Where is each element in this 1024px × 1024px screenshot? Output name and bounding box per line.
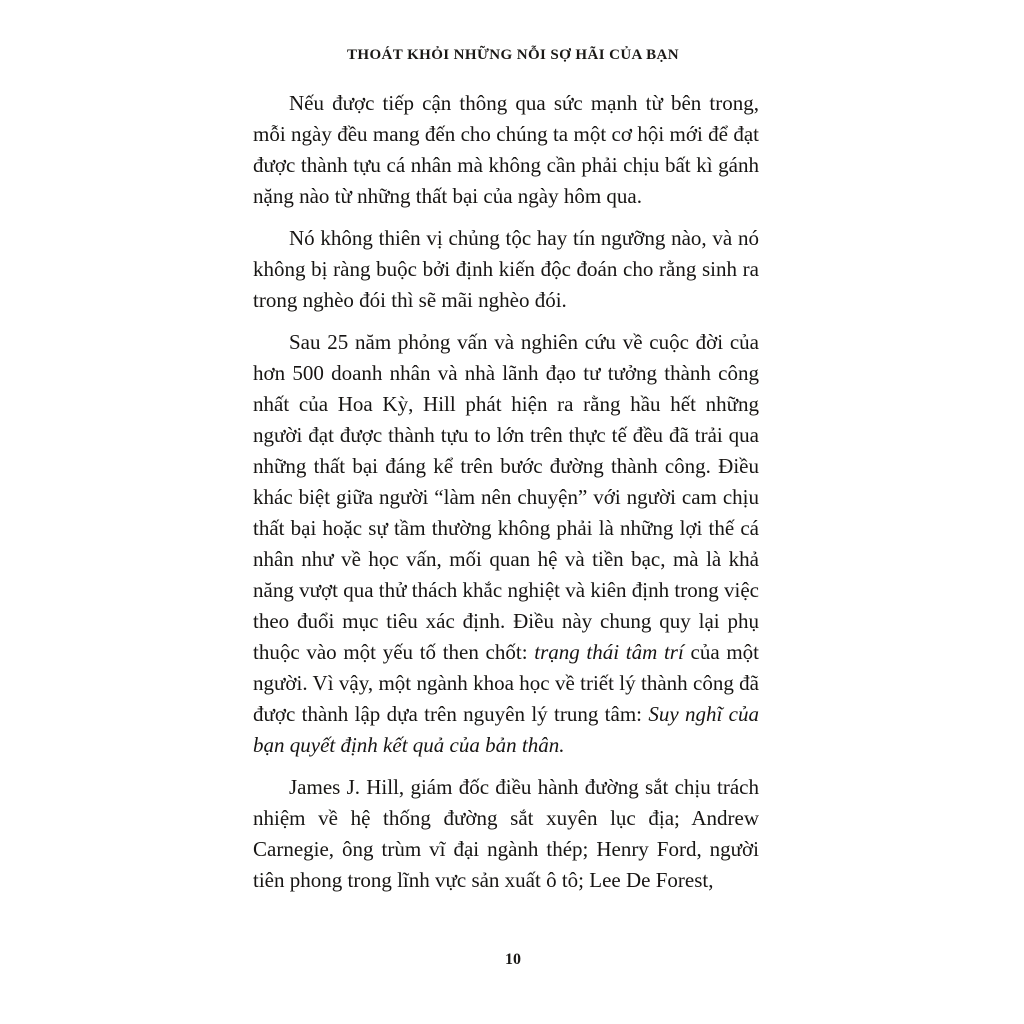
italic-text-run: trạng thái tâm trí bbox=[534, 640, 684, 664]
text-run: Nó không thiên vị chủng tộc hay tín ngưỡng nào, và nó không bị ràng buộc bởi định kiến độc đoán cho rằng sinh ra trong nghèo đói thì sẽ mãi nghèo đói. bbox=[253, 226, 759, 312]
text-run: Sau 25 năm phỏng vấn và nghiên cứu về cuộc đời của hơn 500 doanh nhân và nhà lãnh đạo tư tưởng thành công nhất của Hoa Kỳ, Hill phát hiện ra rằng hầu hết những người đạt được thành tựu to lớn trên thực tế đều đã trải qua những thất bại đáng kể trên bước đường thành công. Điều khác biệt giữa người “làm nên chuyện” với người cam chịu thất bại hoặc sự tầm thường không phải là những lợi thế cá nhân như về học vấn, mối quan hệ và tiền bạc, mà là khả năng vượt qua thử thách khắc nghiệt và kiên định trong việc theo đuổi mục tiêu xác định. Điều này chung quy lại phụ thuộc vào một yếu tố then chốt: bbox=[253, 330, 759, 664]
text-run: Nếu được tiếp cận thông qua sức mạnh từ bên trong, mỗi ngày đều mang đến cho chúng ta một cơ hội mới để đạt được thành tựu cá nhân mà không cần phải chịu bất kì gánh nặng nào từ những thất bại của ngày hôm qua. bbox=[253, 91, 759, 208]
italic-text-run: Suy nghĩ của bạn quyết định kết quả của bản thân. bbox=[253, 702, 759, 757]
text-run: của một người. Vì vậy, một ngành khoa học về triết lý thành công đã được thành lập dựa trên nguyên lý trung tâm: bbox=[253, 640, 759, 726]
paragraph bbox=[253, 223, 759, 316]
page-body bbox=[253, 88, 759, 907]
text-run: James J. Hill, giám đốc điều hành đường sắt chịu trách nhiệm về hệ thống đường sắt xuyên lục địa; Andrew Carnegie, ông trùm vĩ đại ngành thép; Henry Ford, người tiên phong trong lĩnh vực sản xuất ô tô; Lee De Forest, bbox=[253, 775, 759, 892]
running-header: THOÁT KHỎI NHỮNG NỖI SỢ HÃI CỦA BẠN bbox=[347, 47, 679, 63]
page-number: 10 bbox=[505, 951, 521, 968]
paragraph bbox=[253, 88, 759, 212]
paragraph bbox=[253, 327, 759, 761]
paragraph bbox=[253, 772, 759, 896]
